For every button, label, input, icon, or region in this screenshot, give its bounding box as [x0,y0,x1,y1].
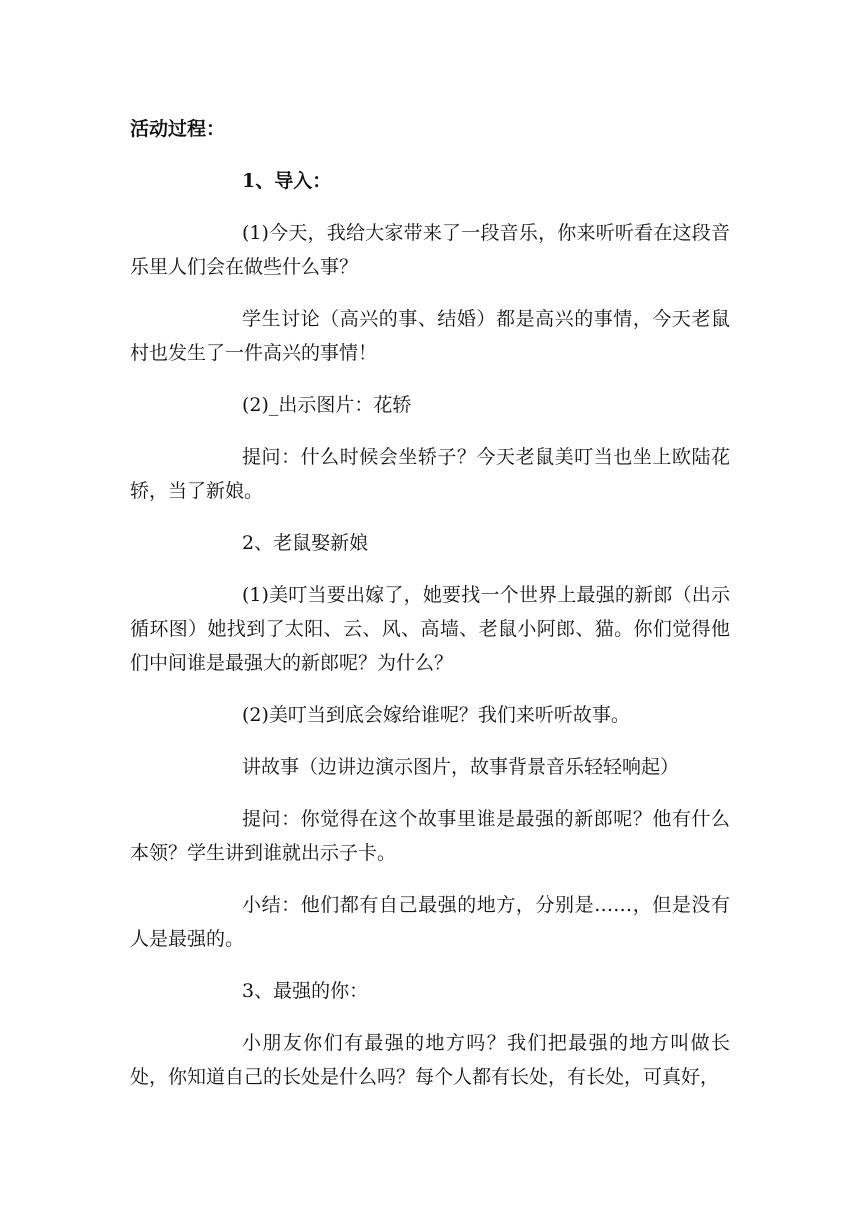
paragraph: (1)美叮当要出嫁了，她要找一个世界上最强的新郎（出示循环图）她找到了太阳、云、风、高墙、老鼠小阿郎、猫。你们觉得他们中间谁是最强大的新郎呢？为什么？ [130,584,730,674]
document-body [130,112,730,1112]
paragraph: 1、导入： [242,170,332,192]
paragraph: 讲故事（边讲边演示图片，故事背景音乐轻轻响起） [242,756,680,778]
paragraph: 学生讨论（高兴的事、结婚）都是高兴的事情，今天老鼠村也发生了一件高兴的事情！ [130,308,730,364]
paragraph: 3、最强的你： [242,980,369,1002]
paragraph: (2)美叮当到底会嫁给谁呢？我们来听听故事。 [242,704,630,726]
paragraph: (2)_出示图片：花轿 [242,394,412,416]
paragraph-list [130,164,730,1094]
section-title: 活动过程： [130,118,226,140]
paragraph: 2、老鼠娶新娘 [242,532,369,554]
paragraph: 小朋友你们有最强的地方吗？我们把最强的地方叫做长处，你知道自己的长处是什么吗？每个人都有长处，有长处，可真好， [130,1032,730,1088]
paragraph: (1)今天，我给大家带来了一段音乐，你来听听看在这段音乐里人们会在做些什么事？ [130,222,730,278]
paragraph: 提问：什么时候会坐轿子？今天老鼠美叮当也坐上欧陆花轿，当了新娘。 [130,446,730,502]
paragraph: 小结：他们都有自己最强的地方，分别是……，但是没有人是最强的。 [130,894,730,950]
paragraph: 提问：你觉得在这个故事里谁是最强的新郎呢？他有什么本领？学生讲到谁就出示子卡。 [130,808,730,864]
